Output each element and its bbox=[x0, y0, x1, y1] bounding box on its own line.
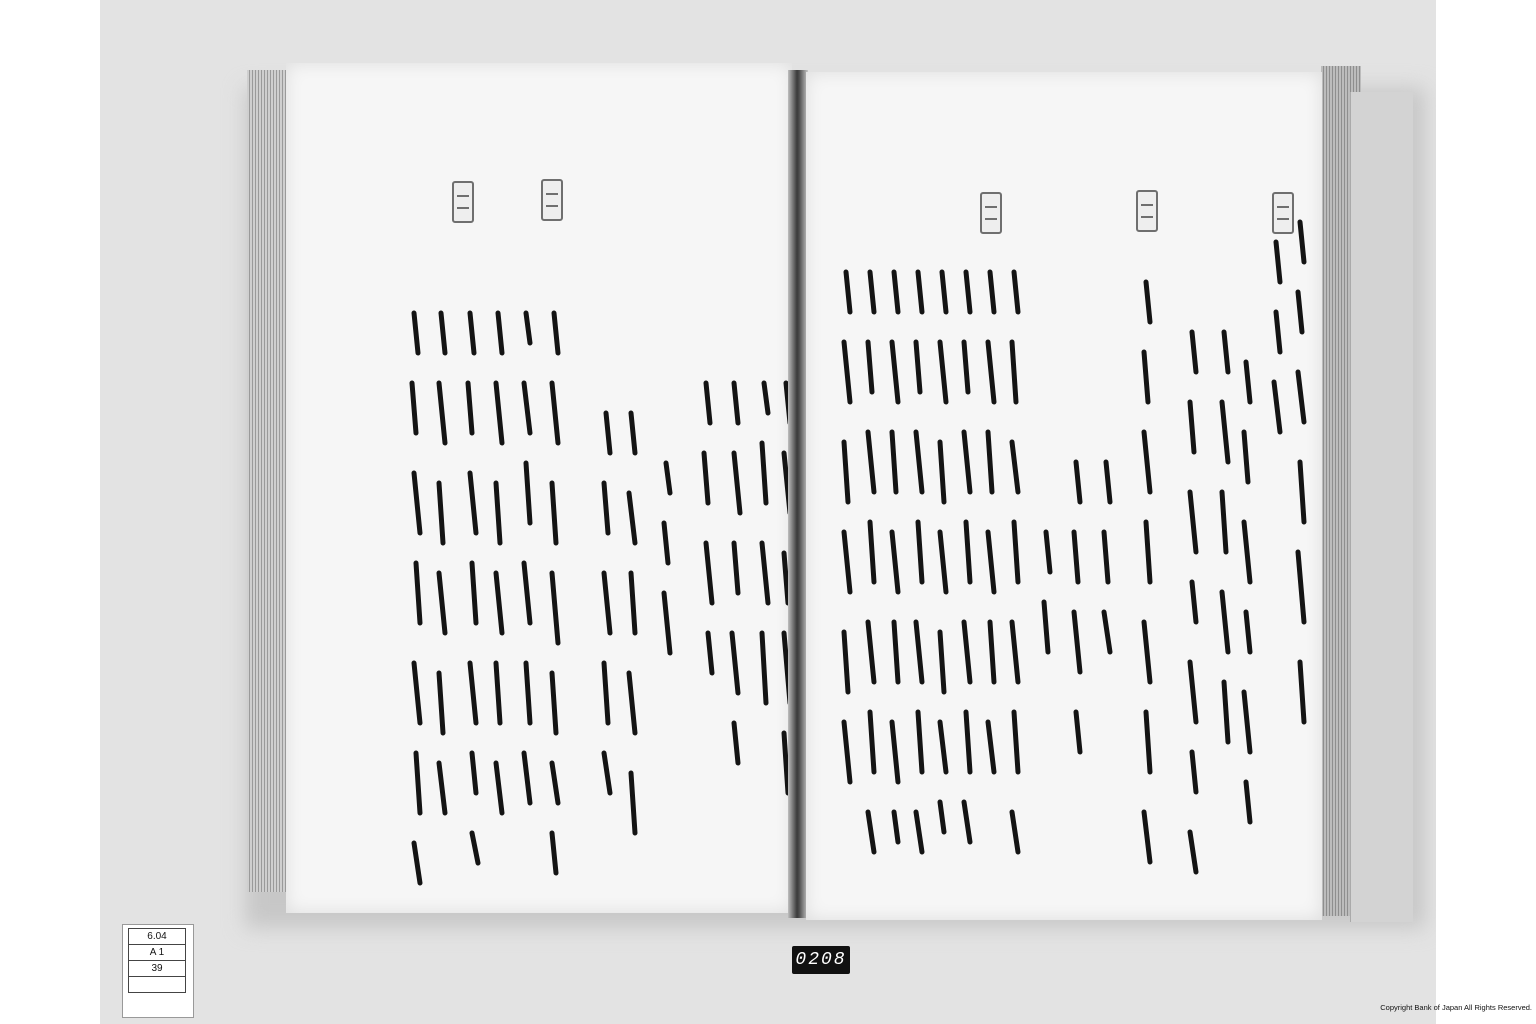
label-row bbox=[129, 977, 186, 993]
book-gutter bbox=[788, 70, 808, 918]
copyright-notice: Copyright Bank of Japan All Rights Reserved. bbox=[1380, 1003, 1532, 1012]
book-cover-edge bbox=[1350, 92, 1413, 922]
photo-background bbox=[100, 0, 1436, 1024]
label-row: 6.04 bbox=[129, 929, 186, 945]
right-page bbox=[806, 72, 1322, 920]
page-edges-left bbox=[247, 70, 287, 892]
handwritten-columns-right bbox=[806, 72, 1322, 920]
label-row: 39 bbox=[129, 961, 186, 977]
label-row: A 1 bbox=[129, 945, 186, 961]
archive-label-table bbox=[128, 928, 186, 993]
handwritten-columns-left bbox=[286, 63, 792, 913]
frame-number: 0208 bbox=[792, 946, 850, 974]
left-page bbox=[286, 63, 792, 913]
